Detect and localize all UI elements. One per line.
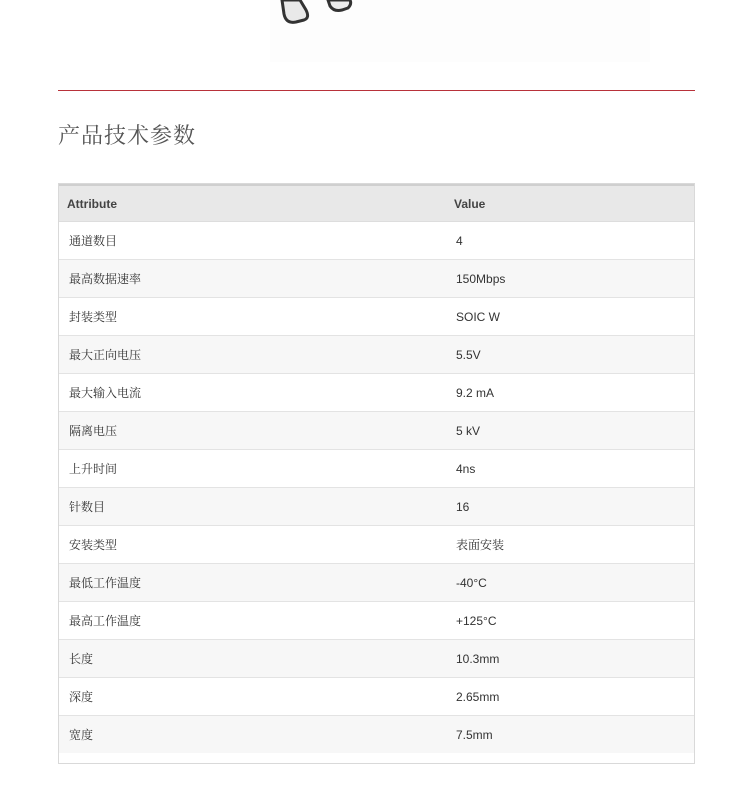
table-row — [59, 564, 694, 602]
attribute-cell: 上升时间 — [59, 450, 446, 488]
attribute-cell: 针数目 — [59, 488, 446, 526]
attribute-cell: 最大输入电流 — [59, 374, 446, 412]
product-image — [270, 0, 650, 62]
table-row — [59, 450, 694, 488]
table-row — [59, 336, 694, 374]
attribute-cell: 深度 — [59, 678, 446, 716]
table-row — [59, 640, 694, 678]
spec-table-container — [58, 183, 695, 764]
value-cell: -40°C — [446, 564, 694, 602]
table-row — [59, 602, 694, 640]
table-row — [59, 526, 694, 564]
value-cell: 5 kV — [446, 412, 694, 450]
table-row — [59, 678, 694, 716]
column-header-attribute: Attribute — [59, 185, 446, 222]
table-row — [59, 222, 694, 260]
attribute-cell: 通道数目 — [59, 222, 446, 260]
attribute-cell: 长度 — [59, 640, 446, 678]
page-title: 产品技术参数 — [58, 124, 197, 149]
table-header-row — [59, 185, 694, 222]
value-cell: 2.65mm — [446, 678, 694, 716]
value-cell: 表面安装 — [446, 526, 694, 564]
spec-table — [59, 184, 694, 753]
attribute-cell: 安装类型 — [59, 526, 446, 564]
value-cell: SOIC W — [446, 298, 694, 336]
value-cell: 150Mbps — [446, 260, 694, 298]
table-row — [59, 412, 694, 450]
value-cell: 10.3mm — [446, 640, 694, 678]
value-cell: 4ns — [446, 450, 694, 488]
table-row — [59, 374, 694, 412]
chip-leads-photo-icon — [270, 0, 650, 62]
section-divider — [58, 90, 695, 91]
value-cell: 4 — [446, 222, 694, 260]
table-row — [59, 488, 694, 526]
attribute-cell: 最高工作温度 — [59, 602, 446, 640]
column-header-value: Value — [446, 185, 694, 222]
attribute-cell: 最高数据速率 — [59, 260, 446, 298]
attribute-cell: 最大正向电压 — [59, 336, 446, 374]
value-cell: 5.5V — [446, 336, 694, 374]
table-row — [59, 298, 694, 336]
value-cell: 9.2 mA — [446, 374, 694, 412]
value-cell: +125°C — [446, 602, 694, 640]
value-cell: 7.5mm — [446, 716, 694, 754]
table-row — [59, 716, 694, 754]
attribute-cell: 宽度 — [59, 716, 446, 754]
attribute-cell: 隔离电压 — [59, 412, 446, 450]
table-row — [59, 260, 694, 298]
attribute-cell: 封装类型 — [59, 298, 446, 336]
value-cell: 16 — [446, 488, 694, 526]
attribute-cell: 最低工作温度 — [59, 564, 446, 602]
